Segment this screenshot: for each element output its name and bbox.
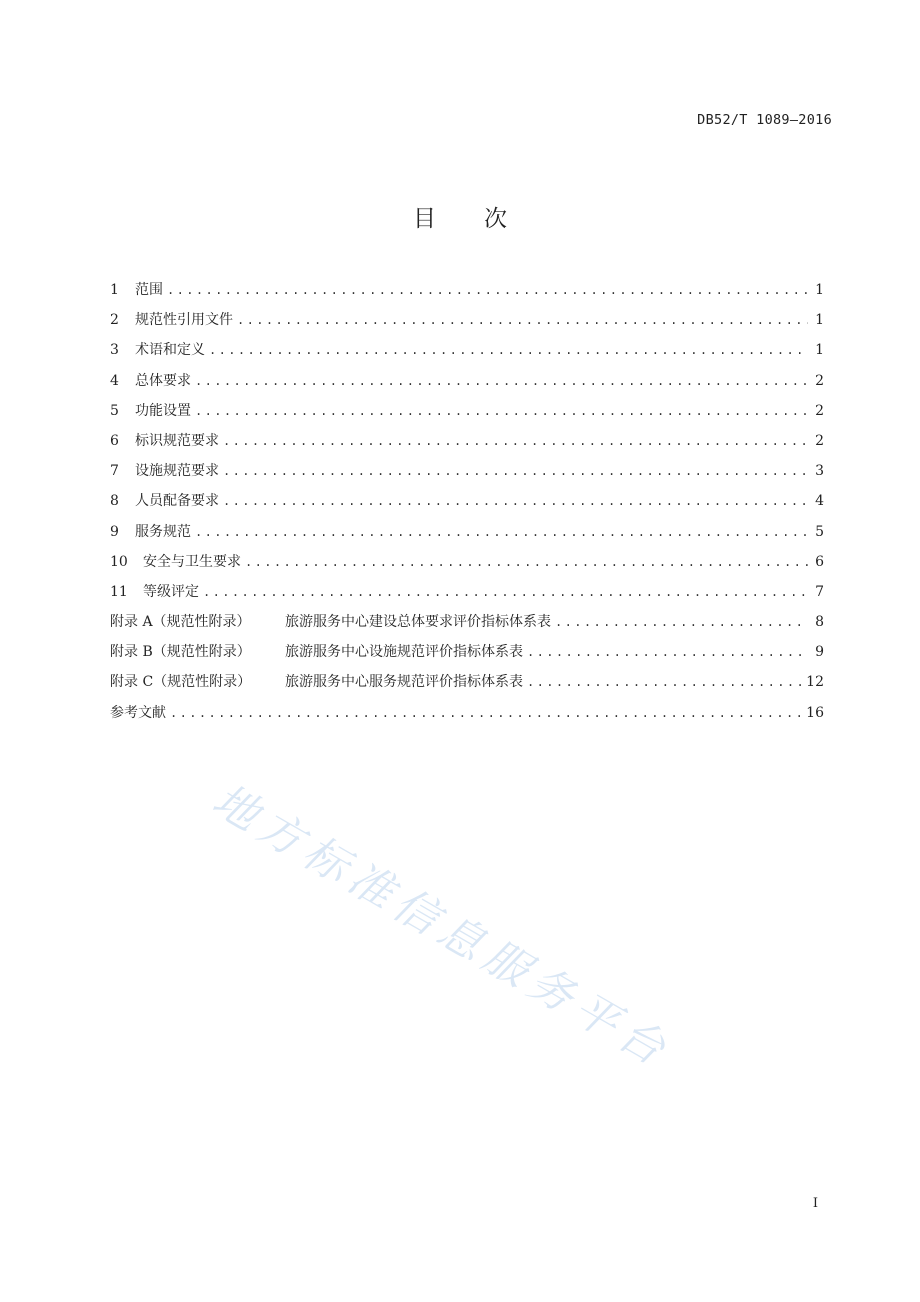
toc-entry[interactable]: [110, 667, 824, 697]
toc-entry-page: 4: [815, 493, 824, 510]
toc-entry[interactable]: [110, 577, 824, 607]
toc-entry-number: 附录 B（规范性附录）: [110, 644, 251, 661]
toc-entry-label: 旅游服务中心设施规范评价指标体系表: [285, 644, 523, 661]
toc-entry-page: 8: [815, 614, 824, 631]
page-title: 目次: [413, 206, 555, 232]
toc-entry-label: 范围: [135, 282, 163, 298]
toc-entry[interactable]: [110, 275, 824, 305]
toc-entry-label: 旅游服务中心建设总体要求评价指标体系表: [285, 614, 551, 631]
toc-leader-dots: [195, 517, 808, 547]
toc-entry-page: 1: [815, 312, 824, 329]
toc-entry-page: 3: [815, 463, 824, 480]
toc-leader-dots: [223, 456, 808, 486]
toc-entry-label: 功能设置: [135, 402, 191, 419]
toc-entry-page: 2: [815, 372, 824, 389]
toc-entry-number: 2: [110, 312, 119, 329]
toc-entry-page: 2: [815, 402, 824, 419]
toc-entry-label: 规范性引用文件: [135, 312, 233, 329]
toc-leader-dots: [237, 305, 808, 335]
toc-entry[interactable]: [110, 607, 824, 637]
toc-entry-label: 总体要求: [135, 372, 191, 389]
toc-entry-number: 1: [110, 282, 119, 298]
toc-entry-label: 等级评定: [143, 583, 199, 600]
toc-entry-label: 服务规范: [135, 523, 191, 540]
toc-entry-number: 8: [110, 493, 119, 510]
toc-entry-label: 设施规范要求: [135, 463, 219, 480]
toc-leader-dots: [555, 607, 808, 637]
toc-leader-dots: [223, 486, 808, 516]
toc-leader-dots: [195, 366, 808, 396]
toc-entry[interactable]: [110, 486, 824, 516]
toc-leader-dots: [527, 667, 802, 697]
toc-leader-dots: [167, 275, 808, 305]
toc-entry[interactable]: [110, 366, 824, 396]
toc-entry-page: 1: [815, 342, 824, 359]
toc-entry-number: 3: [110, 342, 119, 359]
toc-entry[interactable]: [110, 517, 824, 547]
toc-entry[interactable]: [110, 456, 824, 486]
watermark: 地方标准信息服务平台: [204, 774, 680, 1079]
toc-entry-page: 12: [806, 674, 824, 691]
toc-entry-number: 7: [110, 463, 119, 480]
toc-entry-number: 11: [110, 583, 128, 600]
toc-entry[interactable]: [110, 426, 824, 456]
page-number: I: [812, 1196, 818, 1211]
doc-id: DB52/T 1089—2016: [697, 112, 832, 128]
toc-entry[interactable]: [110, 335, 824, 365]
toc-entry-page: 2: [815, 432, 824, 449]
toc-entry-page: 9: [815, 644, 824, 661]
toc-entry-label: 标识规范要求: [135, 432, 219, 449]
toc-entry-number: 附录 C（规范性附录）: [110, 674, 252, 691]
toc-leader-dots: [245, 547, 808, 577]
toc-entry-number: 5: [110, 402, 119, 419]
toc-entry-page: 7: [815, 583, 824, 600]
toc-leader-dots: [223, 426, 808, 456]
toc-entry-label: 人员配备要求: [135, 493, 219, 510]
toc-entry[interactable]: [110, 305, 824, 335]
toc-entry-label: 安全与卫生要求: [143, 553, 241, 570]
toc-leader-dots: [170, 698, 802, 728]
table-of-contents: [110, 275, 824, 728]
toc-entry[interactable]: [110, 396, 824, 426]
toc-entry-page: 5: [815, 523, 824, 540]
toc-entry-label: 参考文献: [110, 704, 166, 721]
toc-entry[interactable]: [110, 547, 824, 577]
toc-entry-number: 6: [110, 432, 119, 449]
toc-entry-page: 6: [815, 553, 824, 570]
toc-leader-dots: [203, 577, 808, 607]
toc-leader-dots: [195, 396, 808, 426]
toc-entry-number: 10: [110, 553, 128, 570]
toc-entry-number: 9: [110, 523, 119, 540]
toc-entry-page: 16: [806, 704, 824, 721]
toc-entry-page: 1: [815, 282, 824, 298]
toc-entry-number: 附录 A（规范性附录）: [110, 614, 251, 631]
toc-entry-number: 4: [110, 372, 119, 389]
toc-entry[interactable]: [110, 637, 824, 667]
toc-leader-dots: [209, 335, 808, 365]
toc-entry[interactable]: [110, 698, 824, 728]
toc-leader-dots: [527, 637, 808, 667]
toc-entry-label: 术语和定义: [135, 342, 205, 359]
toc-entry-label: 旅游服务中心服务规范评价指标体系表: [285, 674, 523, 691]
